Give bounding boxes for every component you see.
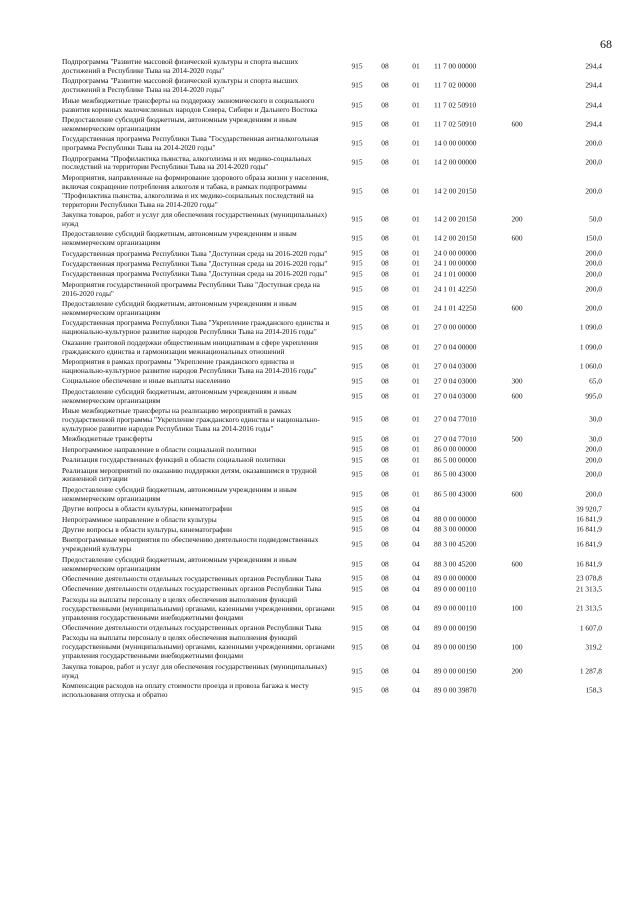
- table-row: [62, 682, 622, 700]
- row-sum: 1 090,0: [579, 342, 602, 352]
- table-row: [62, 250, 622, 259]
- row-pr: 04: [412, 559, 420, 569]
- row-vr: 500: [511, 434, 523, 444]
- row-pr: 01: [412, 186, 420, 196]
- row-name: Мероприятия в рамках программы "Укрепление гражданского единства и национально-культурное развитие народов Республики Тыва на 2014-2016 годы": [62, 357, 317, 375]
- row-ved: 915: [351, 391, 363, 401]
- row-csr: 89 0 00 00000: [434, 574, 477, 584]
- table-row: [62, 663, 622, 681]
- row-sum: 150,0: [585, 233, 602, 243]
- row-pr: 01: [412, 138, 420, 148]
- table-row: [62, 536, 622, 554]
- row-pr: 01: [412, 470, 420, 480]
- row-pr: 04: [412, 504, 420, 514]
- row-rz: 08: [381, 322, 389, 332]
- row-csr: 11 7 02 50910: [434, 100, 477, 110]
- row-csr: 24 1 01 42250: [434, 284, 477, 294]
- row-name: Предоставление субсидий бюджетным, автономным учреждениям и иным некоммерческим организациям: [62, 114, 297, 133]
- row-pr: 04: [412, 603, 420, 613]
- row-rz: 08: [381, 539, 389, 549]
- row-name: Непрограммное направление в области социальной политики: [62, 444, 257, 454]
- table-row: [62, 388, 622, 406]
- row-rz: 08: [381, 284, 389, 294]
- row-ved: 915: [351, 642, 363, 652]
- table-row: [62, 556, 622, 574]
- row-sum: 200,0: [585, 186, 602, 196]
- row-rz: 08: [381, 584, 389, 594]
- row-ved: 915: [351, 376, 363, 386]
- row-name: Иные межбюджетные трансферты на реализацию мероприятий в рамках государственной программы "Укрепление гражданского единства и национально-культурное развитие народов Республики Тыва на 2014-2016 годы": [62, 406, 320, 433]
- row-ved: 915: [351, 284, 363, 294]
- row-csr: 86 5 00 43000: [434, 470, 477, 480]
- row-pr: 01: [412, 489, 420, 499]
- row-rz: 08: [381, 269, 389, 279]
- row-csr: 88 3 00 45200: [434, 539, 477, 549]
- table-row: [62, 377, 622, 386]
- row-vr: 600: [511, 303, 523, 313]
- row-sum: 39 920,7: [576, 504, 602, 514]
- row-sum: 294,4: [585, 61, 602, 71]
- row-pr: 04: [412, 666, 420, 676]
- row-name: Предоставление субсидий бюджетным, автономным учреждениям и иным некоммерческим организациям: [62, 299, 297, 318]
- row-ved: 915: [351, 248, 363, 258]
- row-csr: 86 5 00 43000: [434, 489, 477, 499]
- table-row: [62, 575, 622, 584]
- row-vr: 600: [511, 559, 523, 569]
- row-ved: 915: [351, 514, 363, 524]
- row-csr: 89 0 00 39870: [434, 685, 477, 695]
- row-rz: 08: [381, 642, 389, 652]
- table-row: [62, 319, 622, 337]
- row-name: Другие вопросы в области культуры, кинематографии: [62, 525, 232, 534]
- row-sum: 1 287,8: [579, 666, 602, 676]
- row-sum: 30,0: [589, 434, 602, 444]
- row-ved: 915: [351, 361, 363, 371]
- row-vr: 600: [511, 233, 523, 243]
- row-rz: 08: [381, 444, 389, 454]
- row-csr: 27 0 04 77010: [434, 434, 477, 444]
- row-ved: 915: [351, 574, 363, 584]
- row-name: Иные межбюджетные трансферты на поддержку экономического и социального развития коренных малочисленных народов Севера, Сибири и Дальнего Востока: [62, 95, 318, 114]
- row-sum: 200,0: [585, 303, 602, 313]
- row-name: Государственная программа Республики Тыва "Государственная антиалкогольная программа Республики Тыва на 2014-2020 годы": [62, 134, 319, 153]
- row-rz: 08: [381, 559, 389, 569]
- row-rz: 08: [381, 138, 389, 148]
- table-row: [62, 516, 622, 525]
- row-ved: 915: [351, 342, 363, 352]
- row-rz: 08: [381, 158, 389, 168]
- row-ved: 915: [351, 322, 363, 332]
- row-name: Государственная программа Республики Тыва "Доступная среда на 2016-2020 годы": [62, 269, 328, 279]
- row-name: Другие вопросы в области культуры, кинематографии: [62, 504, 232, 514]
- row-csr: 86 0 00 00000: [434, 444, 477, 454]
- table-row: [62, 97, 622, 115]
- row-name: Предоставление субсидий бюджетным, автономным учреждениям и иным некоммерческим организациям: [62, 484, 297, 503]
- row-ved: 915: [351, 539, 363, 549]
- row-csr: 14 0 00 00000: [434, 138, 477, 148]
- row-ved: 915: [351, 233, 363, 243]
- row-sum: 294,4: [585, 80, 602, 90]
- row-rz: 08: [381, 391, 389, 401]
- row-pr: 01: [412, 61, 420, 71]
- row-csr: 27 0 04 77010: [434, 415, 477, 425]
- row-sum: 200,0: [585, 269, 602, 279]
- row-name: Межбюджетные трансферты: [62, 434, 153, 444]
- row-ved: 915: [351, 303, 363, 313]
- table-row: [62, 624, 622, 633]
- row-rz: 08: [381, 376, 389, 386]
- row-ved: 915: [351, 685, 363, 695]
- row-rz: 08: [381, 233, 389, 243]
- row-sum: 65,0: [589, 376, 602, 386]
- table-row: [62, 634, 622, 661]
- row-rz: 08: [381, 574, 389, 584]
- row-rz: 08: [381, 666, 389, 676]
- row-pr: 04: [412, 514, 420, 524]
- row-rz: 08: [381, 514, 389, 524]
- row-pr: 01: [412, 303, 420, 313]
- row-vr: 200: [511, 666, 523, 676]
- row-pr: 01: [412, 434, 420, 444]
- row-sum: 200,0: [585, 284, 602, 294]
- table-row: [62, 456, 622, 465]
- row-csr: 24 1 00 00000: [434, 259, 477, 269]
- row-ved: 915: [351, 186, 363, 196]
- table-row: [62, 505, 622, 514]
- row-ved: 915: [351, 455, 363, 465]
- row-pr: 01: [412, 376, 420, 386]
- row-csr: 88 3 00 45200: [434, 559, 477, 569]
- row-pr: 04: [412, 623, 420, 633]
- row-csr: 14 2 00 20150: [434, 233, 477, 243]
- row-name: Государственная программа Республики Тыва "Доступная среда на 2016-2020 годы": [62, 259, 328, 269]
- table-row: [62, 211, 622, 229]
- row-name: Расходы на выплаты персоналу в целях обеспечения выполнения функций государственными (муниципальными) органами, казенными учреждениями, органами управления государственными внебюджетными фондами: [62, 594, 335, 622]
- row-pr: 04: [412, 642, 420, 652]
- row-rz: 08: [381, 100, 389, 110]
- table-row: [62, 58, 622, 76]
- page-number: 68: [600, 37, 612, 51]
- row-ved: 915: [351, 119, 363, 129]
- row-name: Подпрограмма "Развитие массовой физической культуры и спорта высших достижений в Республике Тыва на 2014-2020 годы": [62, 57, 299, 75]
- row-pr: 01: [412, 214, 420, 224]
- row-name: Внепрограммные мероприятия по обеспечению деятельности подведомственных учреждений культуры: [62, 535, 319, 554]
- row-pr: 04: [412, 539, 420, 549]
- table-row: [62, 596, 622, 623]
- row-name: Мероприятия государственной программы Республики Тыва "Доступная среда на 2016-2020 годы": [62, 279, 320, 298]
- row-csr: 24 1 01 00000: [434, 269, 477, 279]
- row-csr: 11 7 02 50910: [434, 119, 477, 129]
- row-ved: 915: [351, 158, 363, 168]
- row-name: Закупка товаров, работ и услуг для обеспечения государственных (муниципальных) нужд: [62, 661, 327, 680]
- row-pr: 04: [412, 685, 420, 695]
- row-csr: 89 0 00 00190: [434, 642, 477, 652]
- row-sum: 294,4: [585, 100, 602, 110]
- row-name: Предоставление субсидий бюджетным, автономным учреждениям и иным некоммерческим организациям: [62, 229, 297, 248]
- row-name: Непрограммное направление в области культуры: [62, 514, 217, 524]
- budget-table: [62, 58, 622, 700]
- row-sum: 200,0: [585, 248, 602, 258]
- row-csr: 14 2 00 00000: [434, 158, 477, 168]
- row-pr: 04: [412, 584, 420, 594]
- row-ved: 915: [351, 80, 363, 90]
- table-row: [62, 526, 622, 535]
- row-rz: 08: [381, 525, 389, 534]
- row-pr: 01: [412, 415, 420, 425]
- row-csr: 89 0 00 00110: [434, 603, 477, 613]
- row-csr: 14 2 00 20150: [434, 186, 477, 196]
- row-name: Предоставление субсидий бюджетным, автономным учреждениям и иным некоммерческим организациям: [62, 386, 297, 405]
- row-rz: 08: [381, 470, 389, 480]
- row-pr: 01: [412, 284, 420, 294]
- table-row: [62, 300, 622, 318]
- row-ved: 915: [351, 214, 363, 224]
- row-csr: 11 7 02 00000: [434, 80, 477, 90]
- row-csr: 24 1 01 42250: [434, 303, 477, 313]
- row-sum: 200,0: [585, 158, 602, 168]
- table-row: [62, 435, 622, 444]
- row-name: Мероприятия, направленные на формирование здорового образа жизни у населения, включая сокращение потребления алкоголя и табака, в рамках подпрограммы "Профилактика пьянства, алкоголизма и их медико-социальных последствий на территории Республики Тыва на 2014-2020 годы": [62, 172, 329, 209]
- row-rz: 08: [381, 685, 389, 695]
- row-vr: 100: [511, 642, 523, 652]
- table-row: [62, 135, 622, 153]
- row-name: Закупка товаров, работ и услуг для обеспечения государственных (муниципальных) нужд: [62, 210, 327, 228]
- row-sum: 21 313,5: [576, 584, 602, 594]
- row-pr: 01: [412, 158, 420, 168]
- row-rz: 08: [381, 80, 389, 90]
- row-rz: 08: [381, 361, 389, 371]
- row-csr: 27 0 04 03000: [434, 361, 477, 371]
- row-sum: 16 841,9: [576, 559, 602, 569]
- table-row: [62, 486, 622, 504]
- row-rz: 08: [381, 214, 389, 224]
- row-sum: 294,4: [585, 119, 602, 129]
- row-sum: 200,0: [585, 444, 602, 454]
- row-rz: 08: [381, 186, 389, 196]
- row-name: Реализация государственных функций в области социальной политики: [62, 455, 286, 465]
- table-row: [62, 174, 622, 210]
- row-name: Обеспечение деятельности отдельных государственных органов Республики Тыва: [62, 623, 322, 633]
- row-csr: 86 5 00 00000: [434, 455, 477, 465]
- row-sum: 1 090,0: [579, 322, 602, 332]
- row-pr: 01: [412, 455, 420, 465]
- row-pr: 01: [412, 233, 420, 243]
- row-ved: 915: [351, 259, 363, 269]
- table-row: [62, 260, 622, 269]
- row-sum: 200,0: [585, 489, 602, 499]
- row-ved: 915: [351, 489, 363, 499]
- row-pr: 01: [412, 342, 420, 352]
- row-rz: 08: [381, 119, 389, 129]
- table-row: [62, 270, 622, 279]
- table-row: [62, 585, 622, 594]
- row-vr: 600: [511, 489, 523, 499]
- row-ved: 915: [351, 559, 363, 569]
- row-name: Обеспечение деятельности отдельных государственных органов Республики Тыва: [62, 574, 322, 584]
- row-rz: 08: [381, 342, 389, 352]
- table-row: [62, 77, 622, 95]
- row-ved: 915: [351, 444, 363, 454]
- row-csr: 88 3 00 00000: [434, 525, 477, 534]
- table-row: [62, 407, 622, 434]
- row-rz: 08: [381, 303, 389, 313]
- table-row: [62, 155, 622, 173]
- row-rz: 08: [381, 259, 389, 269]
- row-pr: 01: [412, 248, 420, 258]
- row-sum: 200,0: [585, 259, 602, 269]
- row-pr: 01: [412, 80, 420, 90]
- row-sum: 1 607,0: [579, 623, 602, 633]
- row-rz: 08: [381, 623, 389, 633]
- row-csr: 27 0 04 03000: [434, 391, 477, 401]
- row-rz: 08: [381, 415, 389, 425]
- row-csr: 89 0 00 00190: [434, 666, 477, 676]
- row-name: Государственная программа Республики Тыва "Доступная среда на 2016-2020 годы": [62, 248, 328, 258]
- table-row: [62, 339, 622, 357]
- row-pr: 01: [412, 119, 420, 129]
- row-ved: 915: [351, 470, 363, 480]
- row-sum: 200,0: [585, 138, 602, 148]
- row-sum: 23 078,8: [576, 574, 602, 584]
- row-sum: 1 060,0: [579, 361, 602, 371]
- row-ved: 915: [351, 269, 363, 279]
- row-ved: 915: [351, 61, 363, 71]
- row-sum: 995,0: [585, 391, 602, 401]
- row-ved: 915: [351, 415, 363, 425]
- table-row: [62, 281, 622, 299]
- row-rz: 08: [381, 489, 389, 499]
- row-pr: 01: [412, 322, 420, 332]
- row-name: Предоставление субсидий бюджетным, автономным учреждениям и иным некоммерческим организациям: [62, 554, 297, 573]
- row-ved: 915: [351, 138, 363, 148]
- table-row: [62, 446, 622, 455]
- row-csr: 89 0 00 00190: [434, 623, 477, 633]
- row-ved: 915: [351, 100, 363, 110]
- row-csr: 27 0 04 03000: [434, 376, 477, 386]
- row-pr: 01: [412, 361, 420, 371]
- row-csr: 27 0 00 00000: [434, 322, 477, 332]
- row-pr: 01: [412, 259, 420, 269]
- row-pr: 04: [412, 574, 420, 584]
- row-name: Социальное обеспечение и иные выплаты населению: [62, 376, 231, 386]
- row-ved: 915: [351, 504, 363, 514]
- row-name: Государственная программа Республики Тыва "Укрепление гражданского единства и национально-культурное развитие народов Республики Тыва на 2014-2016 годы": [62, 318, 330, 337]
- row-pr: 01: [412, 100, 420, 110]
- row-sum: 50,0: [589, 214, 602, 224]
- row-ved: 915: [351, 666, 363, 676]
- row-rz: 08: [381, 61, 389, 71]
- table-row: [62, 467, 622, 485]
- row-sum: 21 313,5: [576, 603, 602, 613]
- row-name: Обеспечение деятельности отдельных государственных органов Республики Тыва: [62, 584, 322, 594]
- row-csr: 14 2 00 20150: [434, 214, 477, 224]
- row-name: Компенсация расходов на оплату стоимости проезда и провоза багажа к месту использования отпуска и обратно: [62, 681, 309, 699]
- row-rz: 08: [381, 434, 389, 444]
- table-row: [62, 358, 622, 376]
- row-csr: 88 0 00 00000: [434, 514, 477, 524]
- row-csr: 89 0 00 00110: [434, 584, 477, 594]
- row-sum: 16 841,9: [576, 514, 602, 524]
- row-vr: 600: [511, 391, 523, 401]
- row-pr: 01: [412, 444, 420, 454]
- row-rz: 08: [381, 248, 389, 258]
- row-pr: 01: [412, 391, 420, 401]
- row-pr: 01: [412, 269, 420, 279]
- row-name: Реализация мероприятий по оказанию поддержки детям, оказавшимся в трудной жизненной ситуации: [62, 465, 317, 484]
- row-sum: 200,0: [585, 455, 602, 465]
- row-csr: 24 0 00 00000: [434, 248, 477, 258]
- row-vr: 100: [511, 603, 523, 613]
- row-pr: 04: [412, 525, 420, 534]
- row-rz: 08: [381, 603, 389, 613]
- row-rz: 08: [381, 455, 389, 465]
- row-csr: 27 0 04 00000: [434, 342, 477, 352]
- row-name: Подпрограмма "Развитие массовой физической культуры и спорта высших достижений в Республике Тыва на 2014-2020 годы": [62, 76, 299, 95]
- row-ved: 915: [351, 603, 363, 613]
- row-vr: 300: [511, 376, 523, 386]
- row-sum: 16 841,9: [576, 525, 602, 534]
- row-name: Подпрограмма "Профилактика пьянства, алкоголизма и их медико-социальных последствий на территории Республики Тыва на 2014-2020 годы": [62, 153, 312, 172]
- table-row: [62, 116, 622, 134]
- table-row: [62, 230, 622, 248]
- row-ved: 915: [351, 434, 363, 444]
- row-sum: 200,0: [585, 470, 602, 480]
- row-name: Расходы на выплаты персоналу в целях обеспечения выполнения функций государственными (муниципальными) органами, казенными учреждениями, органами управления государственными внебюджетными фондами: [62, 633, 335, 661]
- row-vr: 200: [511, 214, 523, 224]
- row-ved: 915: [351, 525, 363, 534]
- row-name: Оказание грантовой поддержки общественным инициативам в сфере укрепления гражданского единства и гармонизации межнациональных отношений: [62, 337, 319, 356]
- row-ved: 915: [351, 584, 363, 594]
- row-sum: 16 841,9: [576, 539, 602, 549]
- row-sum: 30,0: [589, 415, 602, 425]
- row-rz: 08: [381, 504, 389, 514]
- row-sum: 158,3: [585, 685, 602, 695]
- row-ved: 915: [351, 623, 363, 633]
- row-sum: 319,2: [585, 642, 602, 652]
- row-vr: 600: [511, 119, 523, 129]
- row-csr: 11 7 00 00000: [434, 61, 477, 71]
